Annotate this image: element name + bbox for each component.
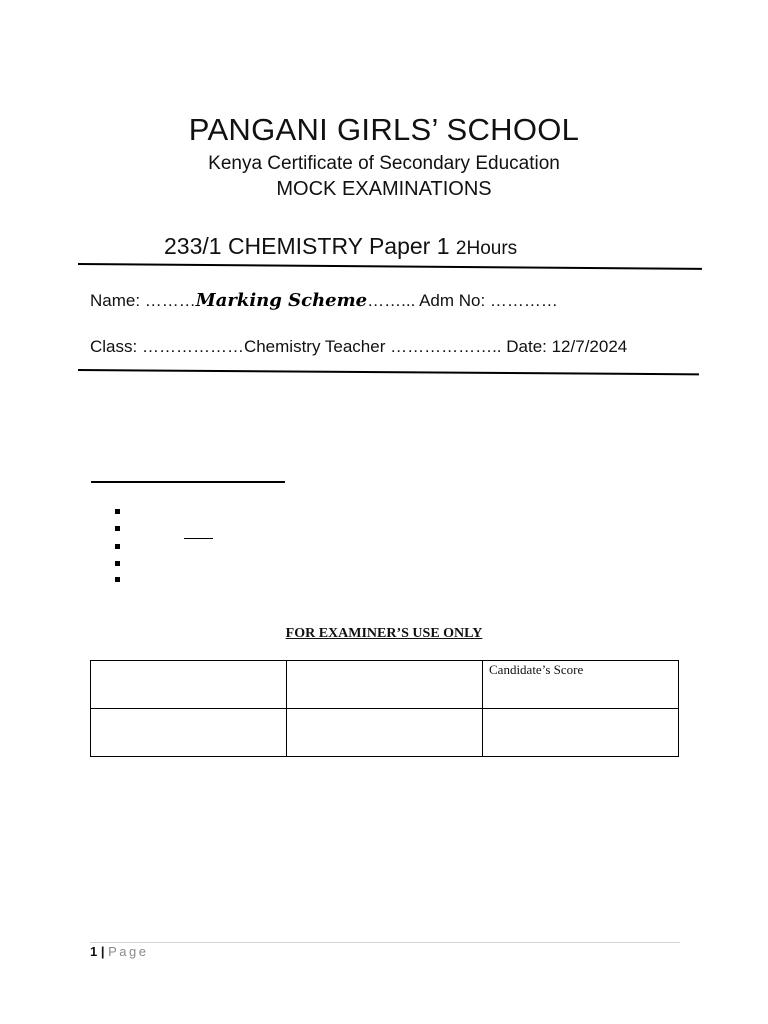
instructions-heading-rule — [91, 481, 285, 483]
bullet-3 — [115, 544, 120, 549]
table-cell — [91, 709, 287, 757]
paper-code: 233/1 CHEMISTRY Paper 1 — [164, 233, 450, 259]
bullet-4 — [115, 561, 120, 566]
table-cell — [483, 709, 679, 757]
paper-duration: 2Hours — [455, 238, 518, 259]
top-divider — [78, 263, 702, 270]
footer-separator: | — [100, 944, 105, 959]
school-name: PANGANI GIRLS’ SCHOOL — [188, 112, 580, 147]
bullet-1 — [115, 509, 120, 514]
name-value: Marking Scheme — [195, 290, 368, 311]
bullet-5 — [115, 577, 120, 582]
exam-body: Kenya Certificate of Secondary Education — [208, 153, 560, 174]
score-table — [90, 660, 679, 757]
underline-mark — [184, 538, 213, 539]
candidate-score-header: Candidate’s Score — [483, 661, 679, 709]
page-label: Page — [108, 944, 149, 959]
paper-title — [164, 233, 517, 260]
table-cell — [287, 661, 483, 709]
class-line: Class: ………………Chemistry Teacher ……………….. Date: 12/7/2024 — [90, 337, 628, 356]
exam-type: MOCK EXAMINATIONS — [276, 178, 492, 200]
name-label: Name: ……… — [90, 291, 196, 310]
name-adm-tail: ……... Adm No: ………… — [367, 291, 558, 310]
page-footer — [90, 944, 149, 959]
page-number: 1 — [90, 944, 98, 959]
table-cell — [287, 709, 483, 757]
table-row — [91, 709, 679, 757]
table-cell — [91, 661, 287, 709]
bullet-2 — [115, 526, 120, 531]
name-line — [90, 290, 558, 311]
examiner-heading: FOR EXAMINER’S USE ONLY — [285, 626, 483, 641]
bottom-divider — [78, 369, 699, 375]
footer-divider — [90, 942, 680, 943]
table-row — [91, 661, 679, 709]
